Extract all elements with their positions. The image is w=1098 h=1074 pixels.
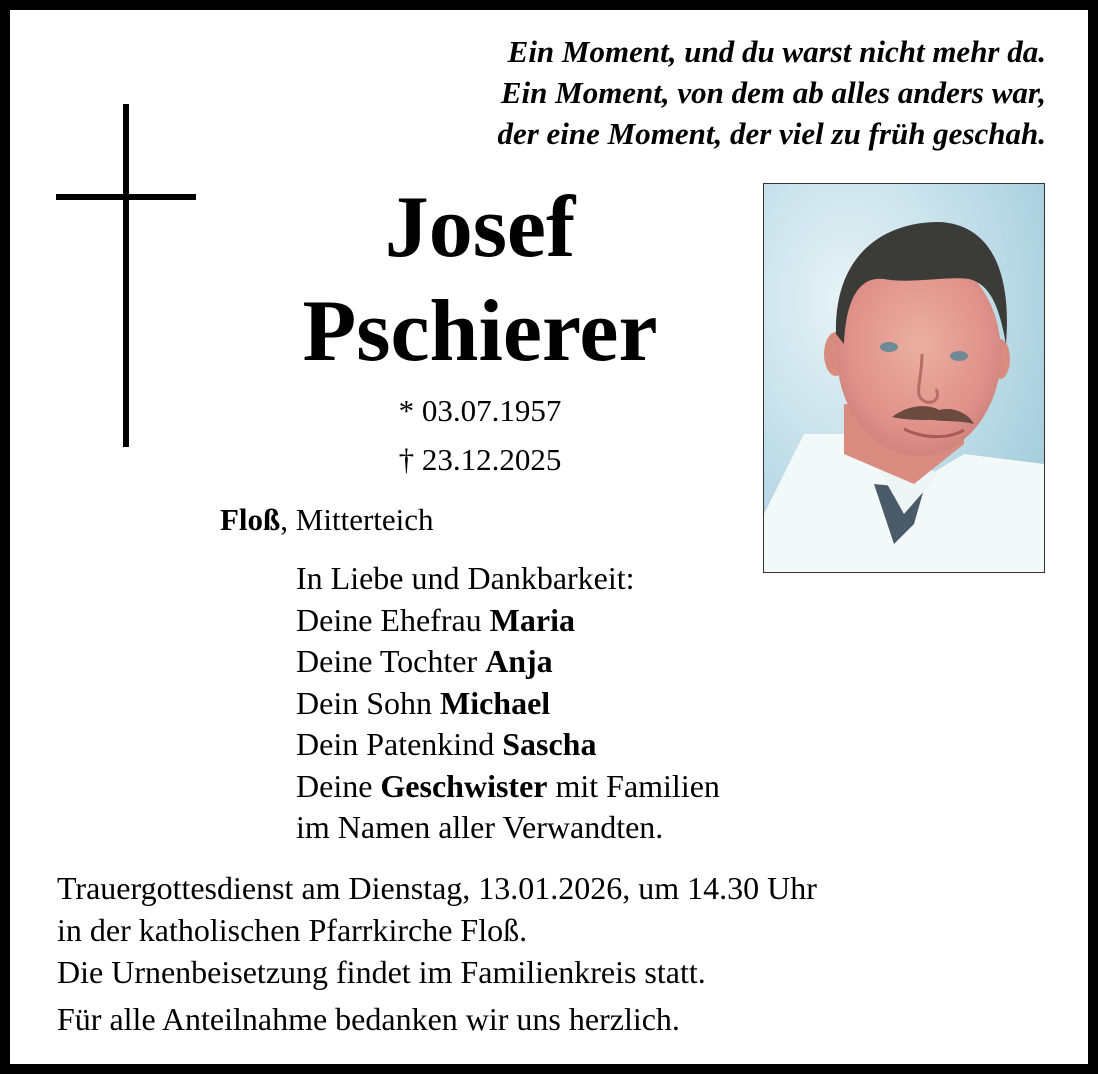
portrait-photo <box>763 183 1045 573</box>
relation-suffix: mit Familien <box>547 767 720 804</box>
family-member <box>296 641 720 683</box>
member-name: Geschwister <box>380 767 548 804</box>
residence <box>220 500 434 540</box>
family-member <box>296 724 720 766</box>
family-intro: In Liebe und Dankbarkeit: <box>296 560 635 596</box>
cross-horizontal-bar <box>56 194 196 200</box>
family-member <box>296 600 720 642</box>
relation-label: Deine Tochter <box>296 643 486 679</box>
thanks-line: Für alle Anteilnahme bedanken wir uns herzlich. <box>57 1001 680 1037</box>
first-name: Josef <box>384 179 576 276</box>
portrait-image <box>764 184 1044 572</box>
memorial-poem <box>497 31 1046 154</box>
member-name: Maria <box>489 601 575 638</box>
family-list <box>296 558 720 849</box>
member-name: Sascha <box>502 726 597 762</box>
cross-vertical-bar <box>123 104 129 447</box>
poem-line: Ein Moment, von dem ab alles anders war, <box>500 75 1046 110</box>
family-member <box>296 683 720 725</box>
relation-label: Dein Patenkind <box>296 726 503 762</box>
member-name: Michael <box>440 684 551 721</box>
poem-line: Ein Moment, und du warst nicht mehr da. <box>507 34 1046 69</box>
family-closing: im Namen aller Verwandten. <box>296 809 664 845</box>
family-member <box>296 766 720 808</box>
death-date: † 23.12.2025 <box>398 442 562 477</box>
service-info <box>57 867 817 1040</box>
last-name: Pschierer <box>302 283 658 380</box>
relation-label: Deine Ehefrau <box>296 601 490 638</box>
relation-label: Dein Sohn <box>296 684 440 721</box>
service-line: Die Urnenbeisetzung findet im Familienkreis statt. <box>57 954 706 990</box>
residence-primary: Floß <box>220 502 281 537</box>
poem-line: der eine Moment, der viel zu früh geschah. <box>497 116 1046 151</box>
birth-date: * 03.07.1957 <box>398 393 562 428</box>
member-name: Anja <box>485 643 553 679</box>
relation-label: Deine <box>296 767 381 804</box>
residence-secondary: , Mitterteich <box>280 502 434 537</box>
life-dates <box>280 386 680 484</box>
service-line: Trauergottesdienst am Dienstag, 13.01.2026, um 14.30 Uhr <box>57 870 817 906</box>
service-line: in der katholischen Pfarrkirche Floß. <box>57 912 528 948</box>
